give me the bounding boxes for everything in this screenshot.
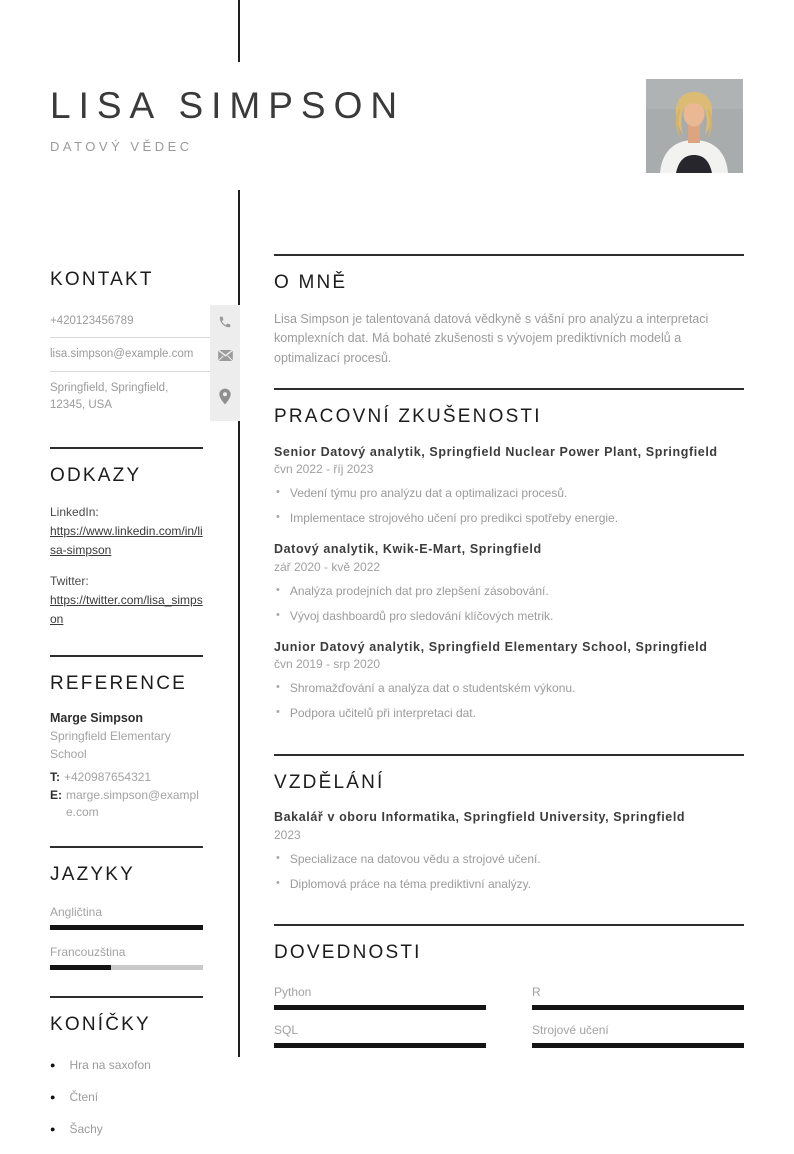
skill-level-bar xyxy=(532,1005,744,1010)
language-item xyxy=(50,945,203,970)
section-reference xyxy=(50,673,203,820)
contact-row-email xyxy=(50,338,240,372)
job-bullet xyxy=(274,608,744,624)
header xyxy=(50,86,750,154)
skill-level-fill xyxy=(532,1043,744,1048)
job-bullet-text: • Implementace strojového učení pro predikci spotřeby energie. xyxy=(289,511,619,526)
degree-bullet-text: • Specializace na datovou vědu a strojové učení. xyxy=(289,851,541,866)
job-title: Junior Datový analytik, Springfield Elementary School, Springfield xyxy=(274,639,708,654)
job-dates: čvn 2022 - říj 2023 xyxy=(274,461,374,476)
location-icon xyxy=(210,372,240,421)
skill-item xyxy=(274,985,486,1010)
job-entry xyxy=(274,541,744,624)
job-list xyxy=(274,444,744,722)
o-mne-heading: O MNĚ xyxy=(274,272,348,293)
jazyky-heading: JAZYKY xyxy=(50,863,135,885)
skill-name: Strojové učení xyxy=(532,1022,609,1037)
degree-title: Bakalář v oboru Informatika, Springfield University, Springfield xyxy=(274,810,686,825)
reference-phone-label: T: xyxy=(50,770,60,785)
language-level-bar xyxy=(50,925,203,930)
divider-line-top xyxy=(238,0,240,62)
skill-name: SQL xyxy=(274,1022,299,1037)
pracovni-zkusenosti-heading: PRACOVNÍ ZKUŠENOSTI xyxy=(274,405,542,427)
hobby-item xyxy=(50,1090,203,1104)
link-group-twitter xyxy=(50,574,203,628)
person-job-title: DATOVÝ VĚDEC xyxy=(50,138,193,154)
reference-email-row xyxy=(50,787,203,819)
kontakt-heading: KONTAKT xyxy=(50,269,154,290)
sidebar xyxy=(50,269,203,1154)
job-bullet-list xyxy=(274,485,744,526)
job-entry xyxy=(274,639,744,722)
skill-list xyxy=(274,985,744,1048)
language-level-fill xyxy=(50,925,203,930)
job-bullet-list xyxy=(274,583,744,624)
job-bullet-text: • Vedení týmu pro analýzu dat a optimalizaci procesů. xyxy=(289,485,568,500)
address-value: Springfield, Springfield, 12345, USA xyxy=(50,382,169,411)
twitter-label: Twitter: xyxy=(50,574,89,589)
hobby-text: ● Čtení xyxy=(69,1090,99,1105)
skill-name: Python xyxy=(274,984,312,999)
dovednosti-heading: DOVEDNOSTI xyxy=(274,942,422,964)
linkedin-label: LinkedIn: xyxy=(50,505,99,520)
degree-list xyxy=(274,809,744,892)
job-bullet xyxy=(274,680,744,696)
reference-name: Marge Simpson xyxy=(50,711,144,726)
section-odkazy xyxy=(50,465,203,628)
job-bullet xyxy=(274,705,744,721)
skill-level-bar xyxy=(274,1043,486,1048)
skill-level-fill xyxy=(274,1043,486,1048)
section-konicky xyxy=(50,1014,203,1137)
reference-phone-value: +420987654321 xyxy=(64,770,152,785)
link-group-linkedin xyxy=(50,505,203,559)
reference-organization: Springfield Elementary School xyxy=(50,729,171,761)
reference-email-label: E: xyxy=(50,788,62,803)
job-title: Datový analytik, Kwik-E-Mart, Springfield xyxy=(274,542,542,557)
hobby-text: ● Hra na saxofon xyxy=(69,1058,151,1073)
skill-level-fill xyxy=(274,1005,486,1010)
hobby-item xyxy=(50,1122,203,1136)
contact-row-phone xyxy=(50,305,240,339)
skill-item xyxy=(532,1023,744,1048)
job-dates: zář 2020 - kvě 2022 xyxy=(274,559,381,574)
twitter-link[interactable]: https://twitter.com/lisa_simpson xyxy=(50,593,203,627)
skill-item xyxy=(274,1023,486,1048)
skill-level-bar xyxy=(274,1005,486,1010)
job-bullet-text: • Shromažďování a analýza dat o studentském výkonu. xyxy=(289,681,576,696)
section-o-mne xyxy=(274,256,744,388)
phone-icon xyxy=(210,305,240,339)
vzdelani-heading: VZDĚLÁNÍ xyxy=(274,771,385,793)
section-vzdelani xyxy=(274,756,744,924)
section-pracovni-zkusenosti xyxy=(274,390,744,754)
email-value: lisa.simpson@example.com xyxy=(50,338,210,372)
degree-entry xyxy=(274,809,744,892)
language-level-fill xyxy=(50,965,111,970)
hobby-list xyxy=(50,1058,203,1136)
degree-bullet xyxy=(274,876,744,892)
job-dates: čvn 2019 - srp 2020 xyxy=(274,657,381,672)
reference-heading: REFERENCE xyxy=(50,672,187,694)
skill-level-fill xyxy=(532,1005,744,1010)
hobby-item xyxy=(50,1058,203,1072)
skill-name: R xyxy=(532,984,541,999)
section-divider xyxy=(50,996,203,998)
job-bullet-text: • Vývoj dashboardů pro sledování klíčových metrik. xyxy=(289,608,554,623)
skill-item xyxy=(532,985,744,1010)
job-bullet-text: • Podpora učitelů při interpretaci dat. xyxy=(289,706,476,721)
odkazy-heading: ODKAZY xyxy=(50,465,142,487)
job-bullet xyxy=(274,485,744,501)
contact-list xyxy=(50,305,240,422)
skill-level-bar xyxy=(532,1043,744,1048)
linkedin-link[interactable]: https://www.linkedin.com/in/lisa-simpson xyxy=(50,524,203,557)
section-divider xyxy=(50,846,203,848)
section-divider xyxy=(50,447,203,449)
phone-value: +420123456789 xyxy=(50,305,210,339)
degree-dates: 2023 xyxy=(274,827,301,842)
job-bullet xyxy=(274,510,744,526)
language-list xyxy=(50,905,203,970)
language-name: Angličtina xyxy=(50,904,103,919)
section-kontakt xyxy=(50,269,203,421)
profile-photo-image xyxy=(646,79,743,173)
job-bullet xyxy=(274,583,744,599)
contact-row-address xyxy=(50,372,240,421)
konicky-heading: KONÍČKY xyxy=(50,1013,151,1035)
degree-bullet xyxy=(274,851,744,867)
profile-photo xyxy=(646,79,743,173)
main-content xyxy=(274,254,744,1068)
section-dovednosti xyxy=(274,926,744,1068)
job-bullet-list xyxy=(274,680,744,721)
degree-bullet-list xyxy=(274,851,744,892)
email-icon xyxy=(210,338,240,372)
person-name: LISA SIMPSON xyxy=(50,85,406,126)
reference-phone-row xyxy=(50,769,203,785)
job-title: Senior Datový analytik, Springfield Nuclear Power Plant, Springfield xyxy=(274,444,718,459)
hobby-text: ● Šachy xyxy=(69,1122,103,1137)
about-text: Lisa Simpson je talentovaná datová vědkyně s vášní pro analýzu a interpretaci komplexních dat. Má bohaté zkušenosti s vývojem prediktivních modelů a optimalizací procesů. xyxy=(274,311,709,365)
reference-email-value: marge.simpson@example.com xyxy=(66,788,199,819)
degree-bullet-text: • Diplomová práce na téma prediktivní analýzy. xyxy=(289,876,532,891)
section-divider xyxy=(50,655,203,657)
language-item xyxy=(50,905,203,930)
section-jazyky xyxy=(50,864,203,970)
job-bullet-text: • Analýza prodejních dat pro zlepšení zásobování. xyxy=(289,583,549,598)
language-level-bar xyxy=(50,965,203,970)
job-entry xyxy=(274,444,744,527)
language-name: Francouzština xyxy=(50,944,126,959)
